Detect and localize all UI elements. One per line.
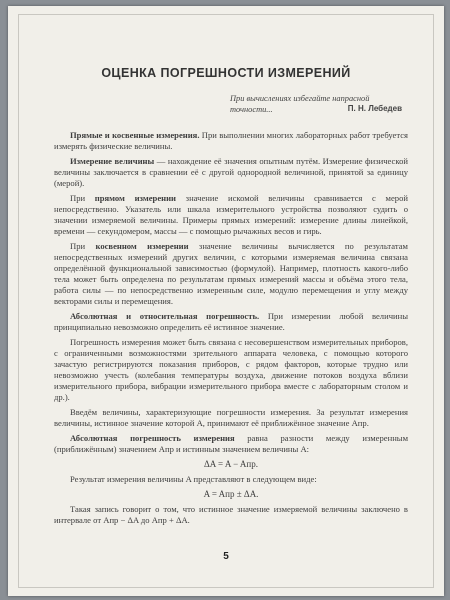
formula-result: A = Aпр ± ΔA. (203, 489, 259, 499)
paragraph-introduce-quantities: Введём величины, характеризующие погрешности измерения. За результат измерения величины, истинное значение которой A, принимают её приближённое значение Aпр. (54, 407, 408, 428)
paragraph-result-form: Результат измерения величины A представляют в следующем виде: (70, 474, 317, 484)
page-number: 5 (223, 551, 229, 562)
formula-absolute-error: ΔA = A − Aпр. (203, 459, 259, 469)
paragraph-measurement-definition: Измерение величины — нахождение её значения опытным путём. Измерение физической величины заключается в сравнении её с другой однородной величиной, принятой за единицу (мерой). (54, 156, 408, 188)
epigraph-author: П. Н. Лебедев (347, 104, 402, 113)
epigraph-quote: При вычислениях избегайте напрасной точности... (230, 94, 370, 114)
term: прямом измерении (94, 193, 176, 203)
term: Измерение величины (70, 156, 155, 166)
term: косвенном измерении (95, 241, 189, 251)
page-title: ОЦЕНКА ПОГРЕШНОСТИ ИЗМЕРЕНИЙ (101, 66, 351, 80)
paragraph-error-sources: Погрешность измерения может быть связана с несовершенством измерительных приборов, с ограниченными возможностями зрительного аппарата человека, с помощью которого зачастую регистрируются показания приборов, с рядом факторов, которые трудно или невозможно учесть (колебания температуры воздуха, движение потоков воздуха вблизи измерительного прибора, вибрации измерительного прибора вместе с лабораторным столом и др.). (54, 337, 408, 402)
heading-inline: Абсолютная и относительная погрешность. (70, 311, 260, 321)
heading-inline: Прямые и косвенные измерения. (70, 130, 200, 140)
paragraph-interval: Такая запись говорит о том, что истинное значение измеряемой величины заключено в интервале от Aпр − ΔA до Aпр + ΔA. (54, 504, 408, 525)
term: Абсолютная погрешность измерения (70, 433, 235, 443)
paragraph-direct-indirect: Прямые и косвенные измерения. При выполнении многих лабораторных работ требуется измерять физические величины. (54, 130, 408, 151)
body-text (54, 130, 408, 530)
paragraph-indirect-measurement: При косвенном измерении значение величины вычисляется по результатам непосредственных измерений других величин, с которыми измеряемая величина связана определённой функциональной зависимостью (формулой). Например, плотность какого-либо тела может быть определена по результатам прямых измерений массы и объёма этого тела, работа силы — по непосредственно измеренным силе, модулю перемещения и углу между векторами силы и перемещения. (54, 241, 408, 306)
paragraph-absolute-error: Абсолютная погрешность измерения равна разности между измеренным (приближённым) значением Aпр и истинным значением величины A: (54, 433, 409, 454)
paragraph-direct-measurement: При прямом измерении значение искомой величины сравнивается с мерой непосредственно. Указатель или шкала измерительного устройства позволяют судить о значении измеряемой величины. Примеры прямых измерений: измерение длины линейкой, времени — секундомером, массы — с помощью рычажных весов и гирь. (54, 193, 408, 236)
paragraph-absolute-relative: Абсолютная и относительная погрешность. При измерении любой величины принципиально невозможно определить её истинное значение. (54, 311, 408, 332)
book-page (8, 6, 444, 596)
